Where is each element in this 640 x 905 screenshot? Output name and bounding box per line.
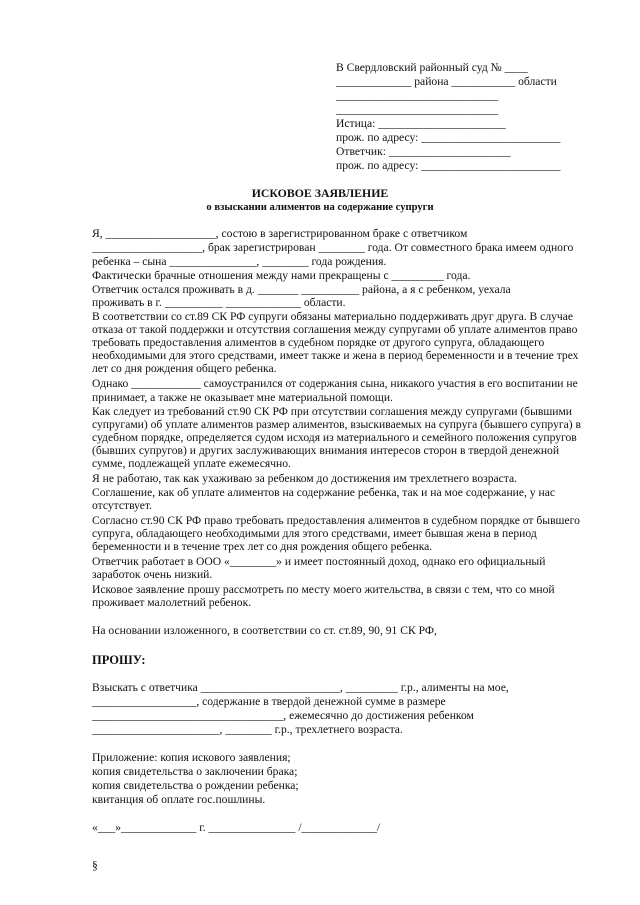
body-line: Однако ____________ самоустранился от содержания сына, никакого участия в его воспитании не bbox=[92, 377, 578, 390]
defendant-line: Ответчик: _____________________ bbox=[336, 145, 511, 158]
body-line: лет со дня рождения общего ребенка. bbox=[92, 362, 277, 375]
attachment-line: копия свидетельства о заключении брака; bbox=[92, 765, 298, 778]
body-line: Я не работаю, так как ухаживаю за ребенком до достижения им трехлетнего возраста. bbox=[92, 472, 518, 485]
document-subtitle: о взыскании алиментов на содержание супруги bbox=[206, 202, 434, 213]
body-line: Как следует из требований ст.90 СК РФ при отсутствии соглашения между супругами (бывшими bbox=[92, 405, 573, 418]
request-line: __________________, содержание в твердой денежной сумме в размере bbox=[92, 695, 446, 708]
attachment-line: Приложение: копия искового заявления; bbox=[92, 751, 291, 764]
body-line: ___________________, брак зарегистрирован ________ года. От совместного брака имеем одного bbox=[92, 241, 574, 254]
body-line: (бывших супругов) и других заслуживающих внимания интересов сторон в твердой денежной bbox=[92, 444, 560, 457]
plaintiff-line: Истица: ______________________ bbox=[336, 117, 506, 130]
body-line: беременности и в течение трех лет со дня рождения общего ребенка. bbox=[92, 540, 433, 553]
plaintiff-address-line: прож. по адресу: ________________________ bbox=[336, 131, 561, 144]
request-line: Взыскать с ответчика ________________________, _________ г.р., алименты на мое, bbox=[92, 681, 509, 694]
attachment-line: копия свидетельства о рождении ребенка; bbox=[92, 779, 299, 792]
defendant-address-line: прож. по адресу: ________________________ bbox=[336, 159, 561, 172]
body-line: ребенка – сына _______________, ________ года рождения. bbox=[92, 255, 387, 268]
court-line: В Свердловский районный суд № ____ bbox=[336, 61, 528, 74]
document-title: ИСКОВОЕ ЗАЯВЛЕНИЕ bbox=[251, 186, 389, 200]
body-line: проживает малолетний ребенок. bbox=[92, 596, 252, 609]
request-line: ______________________, ________ г.р., трехлетнего возраста. bbox=[92, 723, 403, 736]
body-line: сумме, подлежащей уплате ежемесячно. bbox=[92, 457, 291, 470]
body-line: Соглашение, как об уплате алиментов на содержание ребенка, так и на мое содержание, у нас bbox=[92, 486, 555, 499]
body-line: Ответчик остался проживать в д. _______ __________ района, а я с ребенком, уехала bbox=[92, 283, 511, 296]
footer-mark: § bbox=[92, 859, 98, 872]
body-line: Согласно ст.90 СК РФ право требовать предоставления алиментов в судебном порядке от бывшего bbox=[92, 514, 580, 527]
body-line: В соответствии со ст.89 СК РФ супруги обязаны материально поддерживать друг друга. В случае bbox=[92, 310, 574, 323]
body-line: заработок очень низкий. bbox=[92, 568, 213, 581]
body-line: необходимыми для этого средствами, имеет также и жена в период беременности и в течение трех bbox=[92, 349, 579, 362]
signature-line: «___»_____________ г. _______________ /_____________/ bbox=[92, 821, 381, 834]
body-line: требовать предоставления алиментов в судебном порядке от другого супруга, обладающего bbox=[92, 336, 545, 349]
body-line: Фактически брачные отношения между нами прекращены с _________ года. bbox=[92, 269, 471, 282]
body-line: Исковое заявление прошу рассмотреть по месту моего жительства, в связи с тем, что со мной bbox=[92, 583, 555, 596]
body-line: супругами) об уплате алиментов размер алиментов, взыскиваемых на супруга (бывшего супруга) в bbox=[92, 418, 581, 431]
blank-line: ____________________________ bbox=[336, 89, 499, 102]
body-line: Ответчик работает в ООО «________» и имеет постоянный доход, однако его официальный bbox=[92, 555, 546, 568]
body-line: судебном порядке, определяется судом исходя из материального и семейного положения супругов bbox=[92, 431, 577, 444]
body-line: отказа от такой поддержки и отсутствия соглашения между супругами об уплате алиментов право bbox=[92, 323, 578, 336]
attachment-line: квитанция об оплате гос.пошлины. bbox=[92, 793, 266, 806]
request-heading: ПРОШУ: bbox=[92, 653, 146, 667]
request-line: _________________________________, ежемесячно до достижения ребенком bbox=[92, 709, 474, 722]
body-line: супруга, обладающего необходимыми для этого средствами, имеет бывшая жена в период bbox=[92, 527, 537, 540]
body-line: отсутствует. bbox=[92, 499, 153, 512]
body-line: проживать в г. __________ _____________ области. bbox=[92, 296, 346, 309]
body-line: Я, ___________________, состою в зарегистрированном браке с ответчиком bbox=[92, 227, 468, 240]
body-line: принимает, а также не оказывает мне материальной помощи. bbox=[92, 391, 393, 404]
district-line: _____________ района ___________ области bbox=[336, 75, 557, 88]
legal-basis-line: На основании изложенного, в соответствии со ст. ст.89, 90, 91 СК РФ, bbox=[92, 624, 437, 637]
blank-line: ____________________________ bbox=[336, 103, 499, 116]
